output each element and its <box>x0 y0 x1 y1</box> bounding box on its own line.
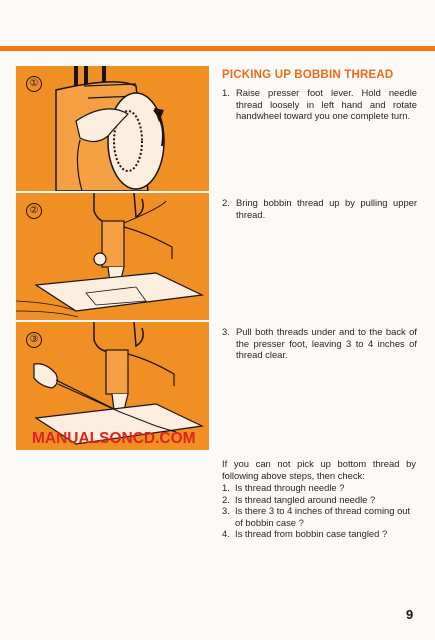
step-2-number: 2. <box>222 197 230 208</box>
illustration-handwheel <box>16 66 209 191</box>
checklist-item-number: 4. <box>222 528 230 540</box>
step-3-text: Pull both threads under and to the back of the presser foot, leaving 3 to 4 inches of thread clear. <box>236 326 417 361</box>
checklist-item <box>222 528 416 540</box>
checklist-item-number: 2. <box>222 493 230 505</box>
page-number: 9 <box>406 607 414 622</box>
checklist-item-text: Is thread from bobbin case tangled ? <box>235 528 388 540</box>
troubleshooting-checklist <box>222 482 416 540</box>
step-1 <box>222 87 417 122</box>
checklist-item-text: Is there 3 to 4 inches of thread coming out of bobbin case ? <box>235 505 411 528</box>
checklist-item-number: 1. <box>222 482 230 493</box>
presser-foot-drawing <box>16 193 209 320</box>
checklist-item <box>222 482 416 494</box>
step-marker-3: ③ <box>26 332 42 348</box>
checklist-item <box>222 505 416 528</box>
illustration-pull-thread <box>16 193 209 320</box>
step-marker-1: ① <box>26 76 42 92</box>
handwheel-drawing <box>16 66 209 191</box>
watermark: MANUALSONCD.COM <box>32 430 196 447</box>
step-2 <box>222 197 417 220</box>
page-title: PICKING UP BOBBIN THREAD <box>222 69 394 81</box>
top-accent-bar <box>0 46 435 51</box>
troubleshooting-intro: If you can not pick up bottom thread by following above steps, then check: <box>222 458 416 481</box>
checklist-item-number: 3. <box>222 505 230 517</box>
step-3-number: 3. <box>222 326 230 337</box>
checklist-item-text: Is thread tangled around needle ? <box>235 493 376 505</box>
step-1-number: 1. <box>222 87 230 98</box>
checklist-item-text: Is thread through needle ? <box>235 482 345 493</box>
checklist-item <box>222 494 416 506</box>
step-marker-2: ② <box>26 203 42 219</box>
step-3 <box>222 326 417 361</box>
step-1-text: Raise presser foot lever. Hold needle thread loosely in left hand and rotate handwheel toward you one complete turn. <box>236 87 417 122</box>
step-2-text: Bring bobbin thread up by pulling upper thread. <box>236 197 417 220</box>
